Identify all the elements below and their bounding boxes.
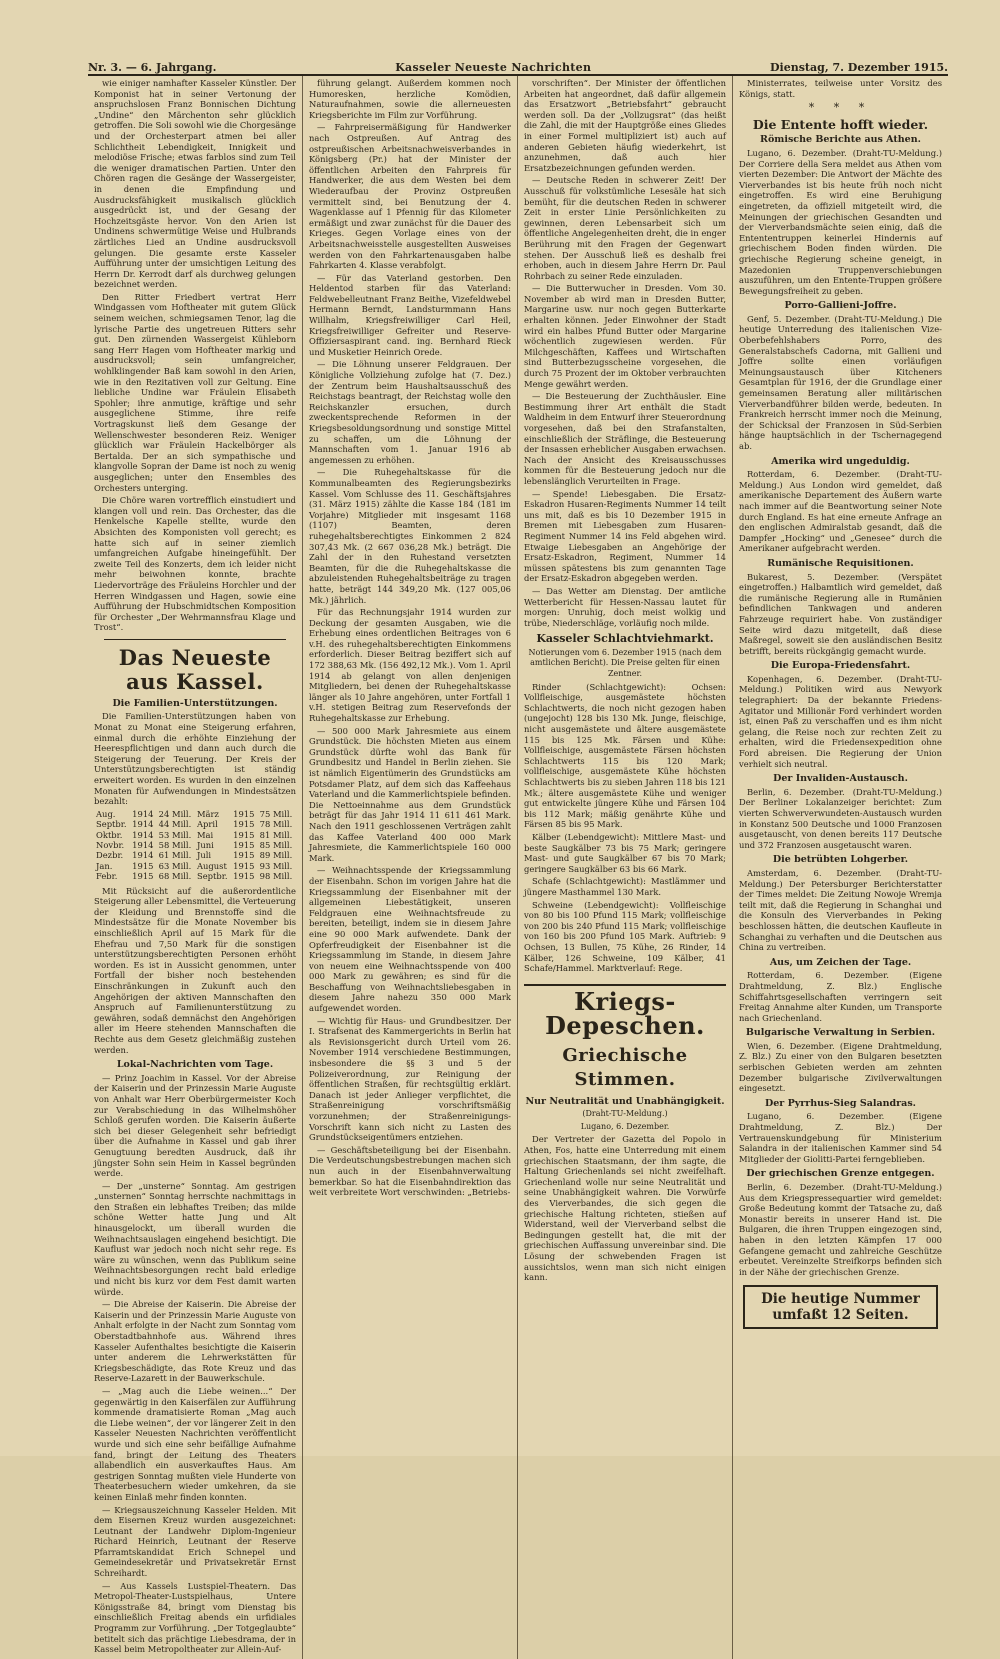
table-cell: Juli	[196, 850, 212, 861]
article-paragraph: — „Mag auch die Liebe weinen...“ Der gegenwärtig in den Kaiserfälen zur Aufführung kommende dramatisierte Roman „Mag auch die Liebe weinen“, der vor längerer Zeit in den Kasseler Neuesten Nachrichten veröffentlicht wurde und sich eine sehr beifällige Aufnahme fand, bringt der Leitung des Theaters allabendlich ein ausverkauftes Haus. Am gestrigen Sonntag mußten viele Hunderte von Theaterbesuchern wieder umkehren, da sie keinen Einlaß mehr finden konnten.	[94, 1385, 296, 1502]
article-paragraph: Bukarest, 5. Dezember. (Verspätet eingetroffen.) Halbamtlich wird gemeldet, daß die rumänische Regierung alle in Rumänien befindlichen Tankwagen und anderen Fahrzeuge requiriert habe. Von zuständiger Seite wird dazu mitgeteilt, daß diese Maßregel, soweit sie den ausländischen Besitz betrifft, bereits rückgängig gemacht wurde.	[739, 571, 942, 656]
article-subheadline: Römische Berichte aus Athen.	[760, 134, 921, 146]
article-paragraph: — Das Wetter am Dienstag. Der amtliche Wetterbericht für Hessen-Nassau lautet für morgen: Unruhig, doch meist wolkig und trübe, Niederschläge, vorläufig noch milde.	[524, 585, 726, 628]
article-headline: Bulgarische Verwaltung in Serbien.	[745, 1027, 936, 1039]
table-cell: 85 Mill.	[259, 840, 293, 851]
table-cell: 1914	[132, 819, 154, 830]
table-cell: 1914	[132, 829, 154, 840]
article-meldung: (Draht-TU-Meldung.)	[582, 1109, 668, 1119]
table-cell: Aug.	[96, 808, 116, 819]
table-cell: 1914	[132, 850, 154, 861]
table-cell: 1915	[233, 840, 255, 851]
article-paragraph: Berlin, 6. Dezember. (Draht-TU-Meldung.) Aus dem Kriegspressequartier wird gemeldet: Große Bedeutung kommt der Tatsache zu, daß Monastir bereits in unserer Hand ist. Die Bulgaren, die ihren Truppen eingezogen sind, haben in den letzten Kämpfen 17 000 Gefangene gemacht und zahlreiche Geschütze erbeutet. Vereinzelte Streifkorps befinden sich in der Nähe der griechischen Grenze.	[739, 1182, 942, 1277]
article-paragraph: Kopenhagen, 6. Dezember. (Draht-TU-Meldung.) Politiken wird aus Newyork telegraphiert: Da der bekannte Friedens-Agitator und Millionär Ford verhindert worden ist, einen Paß zu verschaffen und es ihm nicht gelang, die Reise noch zur rechten Zeit zu erhalten, wird die Friedensexpedition ohne Ford abreisen. Die Regierung der Union verhielt sich neutral.	[739, 673, 942, 769]
table-cell: 1915	[233, 860, 255, 871]
column-4	[733, 76, 948, 1659]
article-paragraph: Für das Rechnungsjahr 1914 wurden zur Deckung der gesamten Ausgaben, wie die Erhebung eines ordentlichen Beitrages von 6 v.H. des ruhegehaltsberechtigten Einkommens erforderlich. Dieser Beitrag beziffert sich auf 172 388,63 Mk. (156 492,12 Mk.). Vom 1. April 1914 ab gelangt von allen denjenigen Mitgliedern, bei denen der Ruhegehaltskasse länger als 10 Jahre angehören, unter Fortfall 1 v.H. stetigen Beitrag zum Reservefonds der Ruhegehaltskasse zur Erhebung.	[309, 607, 511, 724]
article-headline: Lokal-Nachrichten vom Tage.	[116, 1059, 274, 1071]
article-paragraph: Schweine (Lebendgewicht): Vollfleischige von 80 bis 100 Pfund 115 Mark; vollfleischige von 200 bis 240 Pfund 115 Mark; vollfleischige von 160 bis 200 Pfund 105 Mark. Auftrieb: 9 Ochsen, 13 Bullen, 75 Kühe, 26 Rinder, 14 Kälber, 126 Schweine, 109 Kälber, 41 Schafe/Hammel. Marktverlauf: Rege.	[524, 899, 726, 974]
table-cell: August	[196, 860, 227, 871]
section-headline-kassel: Das Neueste aus Kassel.	[118, 644, 272, 694]
table-cell: Dezbr.	[96, 850, 124, 861]
table-cell: 93 Mill.	[259, 860, 293, 871]
article-paragraph: Der Vertreter der Gazetta del Popolo in Athen, Fos, hatte eine Unterredung mit einem griechischen Staatsmann, der ihm sagte, die Haltung Griechenlands sei nicht zweifelhaft. Griechenland wolle nur seine Neutralität und seine Unabhängigkeit wahren. Die Vorwürfe des Vierverbandes, die sich gegen die griechische Haltung richteten, stießen auf Widerstand, weil der Vierverband selbst die Bedingungen gestellt hat, die mit der griechischen Auffassung unvereinbar sind. Die Lösung der schwebenden Fragen ist aussichtslos, wenn man sich nicht einigen kann.	[524, 1134, 726, 1283]
table-cell: 98 Mill.	[259, 871, 293, 882]
article-paragraph: Schafe (Schlachtgewicht): Mastlämmer und jüngere Masthammel 130 Mark.	[524, 876, 726, 897]
table-cell: 1915	[233, 871, 255, 882]
article-paragraph: — Die Abreise der Kaiserin. Die Abreise der Kaiserin und der Prinzessin Marie Auguste von Anhalt erfolgte in der Nacht zum Sonntag vom Oberstadtbahnhofe aus. Während ihres Kasseler Aufenthaltes besichtigte die Kaiserin unter anderem die Lehrwerkstätten für Kriegsbeschädigte, das Rote Kreuz und das Reserve-Lazarett in der Bauwerkschule.	[94, 1299, 296, 1384]
issue-number: Nr. 3. — 6. Jahrgang.	[88, 61, 217, 74]
table-cell: 63 Mill.	[158, 860, 192, 871]
table-cell: April	[196, 819, 218, 830]
article-headline: Amerika wird ungeduldig.	[771, 455, 910, 467]
article-headline: Die Europa-Friedensfahrt.	[770, 660, 911, 672]
article-paragraph: Die Familien-Unterstützungen haben von Monat zu Monat eine Steigerung erfahren, einmal durch die erhöhte Einziehung der Heerespflichtigen und dann auch durch die Steigerung der Teuerung. Der Kreis der Unterstützungsberechtigten ist ständig erweitert worden. Es wurden in den einzelnen Monaten für Aufwendungen in Mindestsätzen bezahlt:	[94, 711, 296, 807]
article-subheadline: Nur Neutralität und Unabhängigkeit.	[525, 1095, 725, 1107]
article-paragraph: — 500 000 Mark Jahresmiete aus einem Grundstück. Die höchsten Mieten aus einem Grundstück dürfte wohl das Bank für Grundbesitz und Handel in Berlin ziehen. Sie ist nämlich Eigentümerin des Grundstücks am Potsdamer Platz, auf dem sich das Kaffeehaus Vaterland und die Kammerlichtspiele befinden. Die Nettoeinnahme aus dem Grundstück beträgt für das Jahr 1914 11 611 461 Mark. Nach den 1911 geschlossenen Verträgen zahlt das Kaffee Vaterland 400 000 Mark Jahresmiete, die Kammerlichtspiele 160 000 Mark.	[309, 725, 511, 863]
article-dateline: Notierungen vom 6. Dezember 1915 (nach dem amtlichen Bericht). Die Preise gelten für einen Zentner.	[528, 647, 722, 679]
article-dateline: Lugano, 6. Dezember.	[580, 1121, 670, 1131]
article-paragraph: Ministerrates, teilweise unter Vorsitz des Königs, statt.	[739, 78, 942, 99]
article-paragraph: Mit Rücksicht auf die außerordentliche Steigerung aller Lebensmittel, die Verteuerung der Kleidung und Brennstoffe sind die Mindestsätze für die Monate November bis einschließlich April auf 15 Mark für die Ehefrau und 7,50 Mark für die sonstigen unterstützungsberechtigten Personen erhöht worden. Es ist in Aussicht genommen, unter Fortfall der bisher noch bestehenden Einschränkungen in Zukunft auch den Angehörigen der aktiven Mannschaften den Anspruch auf Familienunterstützung zu gewähren, sodaß demnächst den Angehörigen aller im Heere stehenden Mannschaften die Rechte aus dem Gesetz gleichmäßig zustehen werden.	[94, 885, 296, 1055]
article-headline: Der Pyrrhus-Sieg Salandras.	[765, 1097, 916, 1109]
article-paragraph: — Die Ruhegehaltskasse für die Kommunalbeamten des Regierungsbezirks Kassel. Vom Schlusse des 11. Geschäftsjahres (31. März 1915) zählte die Kasse 184 (181 im Vorjahre) Mitglieder mit insgesamt 1168 (1107) Beamten, deren ruhegehaltsberechtigtes Einkommen 2 824 307,43 Mk. (2 667 036,28 Mk.) beträgt. Die Zahl der in den Ruhestand versetzten Beamten, für die die Ruhegehaltskasse die abzuleistenden Ruhegehaltsbeiträge zu tragen hatte, beträgt 144 349,20 Mk. (127 005,06 Mk.) jährlich.	[309, 467, 511, 605]
table-row	[94, 850, 296, 860]
article-headline: Der griechischen Grenze entgegen.	[746, 1168, 935, 1180]
table-cell: Juni	[196, 840, 214, 851]
table-cell: 1914	[132, 840, 154, 851]
issue-date: Dienstag, 7. Dezember 1915.	[770, 61, 948, 74]
article-paragraph: Lugano, 6. Dezember. (Draht-TU-Meldung.) Der Corriere della Sera meldet aus Athen vom vierten Dezember: Die Antwort der Mächte des Vierverbandes ist bis heute früh noch nicht eingetroffen. Es wird eine Beruhigung eingetreten, da offiziell mitgeteilt wird, die Meinungen der griechischen Gesandten und der Vierverbandsmächte seien einig, daß die Entententruppen keinerlei Hindernis auf griechischem Boden finden würden. Die griechische Regierung scheine geneigt, in Mazedonien Truppenverschiebungen auszuführen, um den Entente-Truppen größere Bewegungsfreiheit zu geben.	[739, 147, 942, 296]
table-cell: März	[196, 808, 219, 819]
table-cell: 1915	[233, 829, 255, 840]
table-row	[94, 871, 296, 881]
separator-stars: * * *	[808, 101, 873, 115]
article-paragraph: Wien, 6. Dezember. (Eigene Drahtmeldung, Z. Blz.) Zu einer von den Bulgaren besetzten serbischen Gebieten werden am zehnten Dezember bulgarische Zivilverwaltungen eingesetzt.	[739, 1040, 942, 1094]
table-cell: 89 Mill.	[259, 850, 293, 861]
article-paragraph: — Deutsche Reden in schwerer Zeit! Der Ausschuß für volkstümliche Lesesäle hat sich bemüht, für die deutschen Reden in schwerer Zeit in erster Linie Persönlichkeiten zu gewinnen, deren Lebensarbeit sich um öffentliche Angelegenheiten dreht, die in enger Berührung mit den Fragen der Gegenwart stehen. Der Ausschuß ließ es deshalb frei erhoben, auch in diesem Jahre Herrn Dr. Paul Rohrbach zu seiner Rede einzuladen.	[524, 175, 726, 281]
table-cell: 53 Mill.	[158, 829, 192, 840]
article-paragraph: — Für das Vaterland gestorben. Den Heldentod starben für das Vaterland: Feldwebelleutnant Franz Beithe, Vizefeldwebel Hermann Berndt, Landsturmmann Hans Willhalm, Kriegsfreiwilliger Carl Heil, Kriegsfreiwilliger Gefreiter und Reserve-Offiziersaspirant cand. ing. Bernhard Rieck und Musketier Heinrich Orede.	[309, 272, 511, 357]
article-paragraph: — Die Besteuerung der Zuchthäusler. Eine Bestimmung ihrer Art enthält die Stadt Waldheim in dem Entwurf ihrer Steuerordnung vorgesehen, daß bei den Strafanstalten, einschließlich der Sträflinge, die Besteuerung der Insassen erheblicher Ausgaben erwachsen. Nach der Ansicht des Kreisausschusses kommen für die Besteuerung jedoch nur die lebenslänglich Verurteilten in Frage.	[524, 391, 726, 486]
article-paragraph: Den Ritter Friedbert vertrat Herr Windgassen vom Hoftheater mit gutem Glück seinem weichen, schmiegsamen Tenor, lag die lyrische Partie des ungetreuen Ritters sehr gut. Den zürnenden Wassergeist Kühleborn sang Herr Hagen vom Hoftheater markig und ausdrucksvoll; sein umfangreicher, wohlklingender Baß kam sowohl in den Arien, wie in den Rezitativen voll zur Geltung. Eine liebliche Undine war Fräulein Elisabeth Spohler; ihre anmutige, kräftige und sehr ausgeglichene Stimme, ihre reife Vortragskunst ließ dem Gesange der Wellenschwester besonderen Reiz. Weniger glücklich war Fräulein Hackelbörger als Bertalda. Der an sich sympathische und klangvolle Sopran der Dame ist noch zu wenig ausgeglichen; unter den Ensembles des Orchesters unterging.	[94, 291, 296, 493]
table-cell: Septbr.	[96, 819, 127, 830]
table-row	[94, 809, 296, 819]
article-paragraph: Die Chöre waren vortrefflich einstudiert und klangen voll und rein. Das Orchester, das die Henkelsche Kapelle stellte, wurde den Absichten des Komponisten voll gerecht; es hatte sich auf in seiner ziemlich umfangreichen Aufgabe hineingefühlt. Der zweite Teil des Konzerts, dem ich leider nicht mehr beiwohnen konnte, brachte Liedervorträge des Fräuleins Horchler und der Herren Windgassen und Hagen, sowie eine Aufführung der Hubschmidtschen Komposition für Orchester „Der Wehrmannsfrau Klage und Trost“.	[94, 495, 296, 633]
table-row	[94, 819, 296, 829]
table-cell: 78 Mill.	[259, 819, 293, 830]
table-cell: Mai	[196, 829, 214, 840]
article-paragraph: Rinder (Schlachtgewicht): Ochsen: Vollfleischige, ausgemästete höchsten Schlachtwerts, die noch nicht gezogen haben (ungejocht) 128 bis 130 Mk. Junge, fleischige, nicht ausgemästete und ältere ausgemästete 115 bis 125 Mk. Färsen und Kühe: Vollfleischige, ausgemästete Färsen höchsten Schlachtwerts 115 bis 120 Mark; vollfleischige, ausgemästete Kühe höchsten Schlachtwerts bis zu sieben Jahren 118 bis 121 Mk.; ältere ausgemästete Kühe und weniger gut entwickelte jüngere Kühe und Färsen 104 bis 112 Mark; mäßig genährte Kühe und Färsen 85 bis 95 Mark.	[524, 681, 726, 830]
article-paragraph: — Aus Kassels Lustspiel-Theatern. Das Metropol-Theater-Lustspielhaus, Untere Königsstraße 84, bringt vom Dienstag bis einschließlich Freitag abends ein urfidiales Programm zur Vorführung. „Der Totgeglaubte“ betitelt sich das prächtige Liebesdrama, der in Kassel beim Metropoltheater zur Allein-Auf-	[94, 1580, 296, 1655]
table-cell: 68 Mill.	[158, 871, 192, 882]
article-headline: Die betrübten Lohgerber.	[772, 854, 909, 866]
table-row	[94, 840, 296, 850]
table-cell: 44 Mill.	[158, 819, 192, 830]
article-paragraph: — Die Löhnung unserer Feldgrauen. Der Königliche Vollziehung zufolge hat (7. Dez.) der Zentrum beim Haushaltsausschuß des Reichstags beantragt, der Reichstag wolle den Reichskanzler ersuchen, durch zweckentsprechende Reformen in der Kriegsbesoldungsordnung und sonstige Mittel zu schaffen, um die Löhnung der Mannschaften vom 1. Januar 1916 ab angemessen zu erhöhen.	[309, 359, 511, 465]
article-paragraph: — Spende! Liebesgaben. Die Ersatz-Eskadron Husaren-Regiments Nummer 14 teilt uns mit, daß es bis 10 Dezember 1915 in Bremen mit Liebesgaben zum Husaren-Regiment Nummer 14 ins Feld abgehen wird. Etwaige Liebesgaben an Angehörige der Ersatz-Eskadron, Regiment, Nummer 14 müssen spätestens bis zum genannten Tage der Ersatz-Eskadron abgegeben werden.	[524, 488, 726, 584]
table-cell: 58 Mill.	[158, 840, 192, 851]
table-cell: Jan.	[96, 860, 113, 871]
article-headline: Aus, um Zeichen der Tage.	[769, 956, 912, 968]
article-paragraph: Berlin, 6. Dezember. (Draht-TU-Meldung.) Der Berliner Lokalanzeiger berichtet: Zum vierten Schwerverwundeten-Austausch wurden in Konstanz 500 Deutsche und 1000 Franzosen ausgetauscht, von denen bereits 117 Deutsche und 372 Franzosen ausgetauscht waren.	[739, 786, 942, 850]
article-paragraph: — Weihnachtsspende der Kriegssammlung der Eisenbahn. Schon im vorigen Jahre hat die Kriegssammlung der Eisenbahner mit der allgemeinen Liebestätigkeit, unseren Feldgrauen eine Weihnachtsfreude zu bereiten, beteiligt, indem sie in diesem Jahre eine 90 000 Mark aufwendete. Dank der Opferfreudigkeit der Eisenbahner ist die Kriegssammlung im Stande, in diesem Jahre von neuem eine Weihnachtsspende von 400 000 Mark zu gewähren; es sind für die Beschaffung von Weihnachtsliebesgaben in diesem Jahre nahezu 350 000 Mark aufgewendet worden.	[309, 865, 511, 1014]
article-headline: Rumänische Requisitionen.	[767, 557, 914, 569]
article-paragraph: — Geschäftsbeteiligung bei der Eisenbahn. Die Verdeutschungsbestrebungen machen sich nun auch in der Eisenbahnverwaltung bemerkbar. So hat die Eisenbahndirektion das weit verbreitete Wort verschwinden: „Betriebs-	[309, 1144, 511, 1198]
article-paragraph: Amsterdam, 6. Dezember. (Draht-TU-Meldung.) Der Petersburger Berichterstatter der Times meldet: Die Zeitung Nowoje Wremja teilt mit, daß die Regierung in Schanghai und die Konsuln des Vierverbandes in Peking beschlossen hätten, die deutschen Kaufleute in Schanghai zu verhaften und die Deutschen aus China zu vertreiben.	[739, 867, 942, 953]
column-1	[88, 76, 303, 1659]
column-2	[303, 76, 518, 1659]
column-3	[518, 76, 733, 1659]
article-paragraph: — Prinz Joachim in Kassel. Vor der Abreise der Kaiserin und der Prinzessin Marie Auguste von Anhalt war Herr Oberbürgermeister Koch zur Verabschiedung in das Wilhelmshöher Schloß gerufen worden. Die Kaiserin äußerte sich bei dieser Gelegenheit sehr befriedigt über die Aufnahme in Kassel und gab ihrer Genugtuung beredten Ausdruck, daß ihr jüngster Sohn sein Heim in Kassel begründen werde.	[94, 1072, 296, 1179]
article-paragraph: Rotterdam, 6. Dezember. (Eigene Drahtmeldung, Z. Blz.) Englische Schiffahrtsgesellschaften verringern seit Freitag Annahme alter Kunden, um Transporte nach Griechenland.	[739, 970, 942, 1023]
article-paragraph: vorschriften“. Der Minister der öffentlichen Arbeiten hat angeordnet, daß dafür allgemein das Ersatzwort „Betriebsfahrt“ gebraucht werden soll. Da der „Vollzugsrat“ (das heißt die Zahl, die mit der Hauptgröße eines Gliedes in einer Formel multipliziert ist) auch auf anderen Gebieten häufig wiederkehrt, ist anzunehmen, daß auch hier Ersatzbezeichnungen gefunden werden.	[524, 78, 726, 173]
table-cell: Febr.	[96, 871, 118, 882]
article-paragraph: — Die Butterwucher in Dresden. Vom 30. November ab wird man in Dresden Butter, Margarine usw. nur noch gegen Butterkarte erhalten können. Jeder Einwohner der Stadt wird ein halbes Pfund Butter oder Margarine wöchentlich zugewiesen werden. Für Milchgeschäften, Kaffees und Wirtschaften sind Butterbezugsscheine vorgesehen, die durch 75 Prozent der im Oktober verbrauchten Menge gewährt werden.	[524, 283, 726, 389]
table-cell: 75 Mill.	[259, 808, 293, 819]
article-headline: Porro-Gallieni-Joffre.	[784, 300, 897, 312]
page-count-notice: Die heutige Nummer umfaßt 12 Seiten.	[743, 1285, 938, 1329]
article-paragraph: Rotterdam, 6. Dezember. (Draht-TU-Meldung.) Aus London wird gemeldet, daß amerikanische Departement des Äußern warte nach immer auf die Beantwortung seiner Note durch England. Es hat eine erneute Anfrage an den englischen Admiralstab gesandt, daß die Dampfer „Hocking“ und „Genesee“ durch die Amerikaner aufgebracht werden.	[739, 469, 942, 554]
table-cell: 81 Mill.	[259, 829, 293, 840]
article-headline: Kasseler Schlachtviehmarkt.	[536, 632, 714, 646]
divider	[104, 639, 286, 640]
support-table	[94, 809, 296, 882]
article-paragraph: Lugano, 6. Dezember. (Eigene Drahtmeldung, Z. Blz.) Der Vertrauenskundgebung für Ministerium Salandra in der italienischen Kammer sind 54 Mitglieder der Giolitti-Partei ferngeblieben.	[739, 1111, 942, 1164]
table-cell: 1915	[132, 871, 154, 882]
masthead: Kasseler Neueste Nachrichten	[395, 61, 592, 74]
article-paragraph: Kälber (Lebendgewicht): Mittlere Mast- und beste Saugkälber 73 bis 75 Mark; geringere Mast- und gute Saugkälber 67 bis 70 Mark; geringere Saugkälber 63 bis 66 Mark.	[524, 831, 726, 874]
table-cell: Oktbr.	[96, 829, 123, 840]
article-paragraph: — Kriegsauszeichnung Kasseler Helden. Mit dem Eisernen Kreuz wurden ausgezeichnet: Leutnant der Landwehr Diplom-Ingenieur Richard Heinrich, Leutnant der Reserve Pfarramtskandidat Erich Schnepel und Gemeindesekretär und Privatsekretär Ernst Schreihardt.	[94, 1504, 296, 1579]
table-row	[94, 861, 296, 871]
table-cell: 24 Mill.	[158, 808, 192, 819]
table-cell: Septbr.	[196, 871, 228, 882]
section-headline-kriegs: Kriegs-Depeschen.	[524, 984, 726, 1038]
article-headline: Der Invaliden-Austausch.	[773, 773, 908, 785]
table-cell: 1915	[233, 808, 255, 819]
page-header	[88, 54, 948, 76]
article-headline: Die Entente hofft wieder.	[752, 116, 929, 132]
article-paragraph: Genf, 5. Dezember. (Draht-TU-Meldung.) Die heutige Unterredung des italienischen Vize-Oberbefehlshabers Porro, des Generalstabschefs Cadorna, mit Gallieni und Joffre sollte einen vorläufigen Meinungsaustausch über Kitcheners Gesamtplan für 1916, der die Grundlage einer gemeinsamen Beratung aller militärischen Vierverbandführer bilden werde, bedeuten. In Frankreich herrscht immer noch die Meinung, der Schicksal der Franzosen in Süd-Serbien hänge hauptsächlich in der Tschernagegend ab.	[739, 313, 942, 451]
article-paragraph: wie einiger namhafter Kasseler Künstler. Der Komponist hat in seiner Vertonung der anspruchslosen Franz Bonnischen Dichtung „Undine“ den Märchenton sehr glücklich getroffen. Die Soli sowohl wie die Chorgesänge und der Orchesterpart atmen bei aller Schlichtheit Lebendigkeit, Innigkeit und melodiöse Frische; etwas farblos sind zum Teil die weniger dramatischen Partien. Unter den Chören ragen die Gesänge der Wassergeister, in denen die Empfindung und Ausdrucksfähigkeit musikalisch glücklich ausgedrückt ist, und der Gesang der Hochzeitsgäste hervor. Von den Arien ist Undinens schwermütige Weise und Hulbrands zärtliches Lied an Undine ausdrucksvoll gelungen. Die gesamte erste Kasseler Aufführung unter der umsichtigen Leitung des Herrn Dr. Kerrodt darf als durchweg gelungen bezeichnet werden.	[94, 78, 296, 290]
table-cell: 1915	[233, 819, 255, 830]
article-headline: Griechische Stimmen.	[562, 1044, 688, 1090]
article-paragraph: — Der „unsterne“ Sonntag. Am gestrigen „unsternen“ Sonntag herrschte nachmittags in den Straßen ein lebhaftes Treiben; das milde schöne Wetter hatte Jung und Alt hinausgelockt, um überall wurden die Weihnachtsauslagen eingehend besichtigt. Die Kauflust war jedoch noch nicht sehr rege. Es wäre zu wünschen, wenn das Publikum seine Weihnachtsbesorgungen recht bald erledige und nicht bis kurz vor dem Fest damit warten würde.	[94, 1180, 296, 1297]
table-cell: 1914	[132, 808, 154, 819]
article-paragraph: — Wichtig für Haus- und Grundbesitzer. Der I. Strafsenat des Kammergerichts in Berlin hat als Revisionsgericht durch Urteil vom 26. November 1914 verschiedene Bestimmungen, insbesondere die §§ 3 und 5 der Polizeiverordnung, zur Reinigung der öffentlichen Straßen, für rechtsgültig erklärt. Danach ist jeder Anlieger verpflichtet, die Straßenreinigung vorschriftsmäßig vorzunehmen; der Straßenreinigungs-Vorschrift kann sich nicht zu Lasten des Grundstückseigentümers entziehen.	[309, 1015, 511, 1143]
table-cell: 1915	[233, 850, 255, 861]
columns	[88, 76, 948, 1655]
table-cell: 61 Mill.	[158, 850, 192, 861]
article-headline: Die Familien-Unterstützungen.	[112, 697, 278, 709]
article-paragraph: — Fahrpreisermäßigung für Handwerker nach Ostpreußen. Auf Antrag des ostpreußischen Arbeitsnachweisverbandes in Königsberg (Pr.) hat der Minister der öffentlichen Arbeiten den Fahrpreis für Handwerker, die aus dem Westen bei dem Wiederaufbau der Provinz Ostpreußen vermittelt sind, bei Benutzung der 4. Wagenklasse auf 1 Pfennig für das Kilometer ermäßigt und zwar zunächst für die Dauer des Krieges. Gegen Vorlage eines von der Arbeitsnachweisstelle ausgestellten Ausweises werden von den Fahrkartenausgaben halbe Fahrkarten 4. Klasse verabfolgt.	[309, 122, 511, 271]
table-cell: 1915	[132, 860, 154, 871]
article-paragraph: führung gelangt. Außerdem kommen noch Humoresken, herzliche Komödien, Naturaufnahmen, sowie die allerneuesten Kriegsberichte im Film zur Vorführung.	[309, 78, 511, 120]
table-cell: Novbr.	[96, 840, 125, 851]
table-row	[94, 830, 296, 840]
